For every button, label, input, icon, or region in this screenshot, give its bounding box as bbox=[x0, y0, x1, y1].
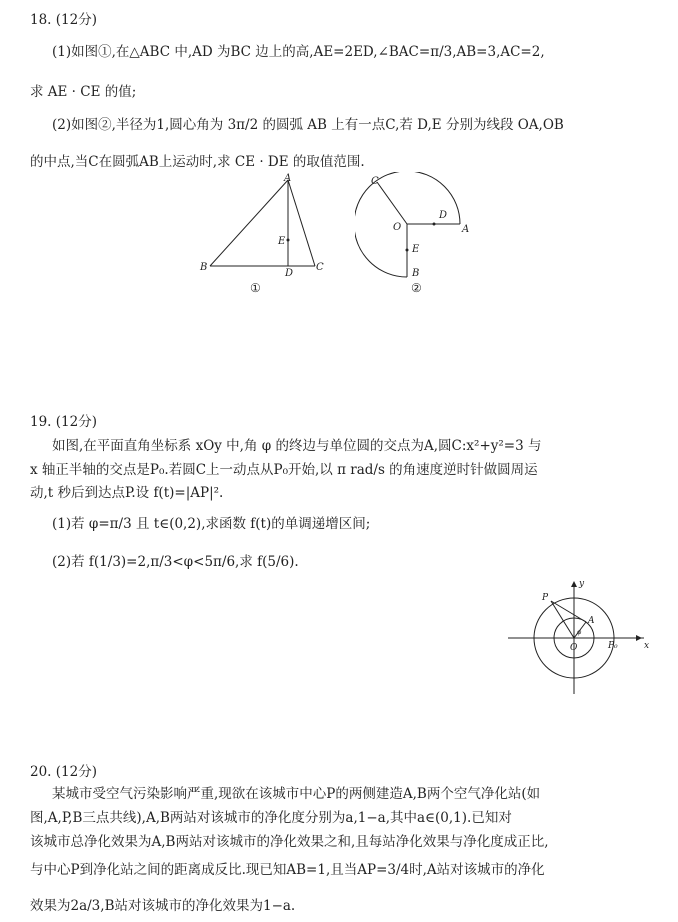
q18-figure-1 bbox=[190, 172, 340, 302]
figure-caption: ② bbox=[411, 281, 422, 295]
label-c: C bbox=[316, 262, 324, 273]
label-y: y bbox=[579, 579, 585, 589]
label-e: E bbox=[412, 244, 420, 255]
label-d: D bbox=[285, 268, 294, 279]
q19-header: 19. (12分) bbox=[30, 414, 97, 430]
q18-header: 18. (12分) bbox=[30, 12, 97, 28]
label-a: A bbox=[284, 173, 292, 184]
label-c: C bbox=[371, 176, 379, 187]
q20-line3: 该城市总净化效果为A,B两站对该城市的净化效果之和,且每站净化效果与净化度成正比, bbox=[30, 834, 549, 850]
segment-oc bbox=[377, 182, 407, 224]
label-b: B bbox=[200, 262, 208, 273]
label-a: A bbox=[588, 616, 595, 626]
label-b: B bbox=[412, 268, 420, 279]
q20-line4: 与中心P到净化站之间的距离成反比.现已知AB=1,且当AP=3/4时,A站对该城市的净化 bbox=[30, 862, 545, 878]
figure-caption: ① bbox=[250, 281, 261, 295]
label-d: D bbox=[439, 210, 448, 221]
q19-line1: 如图,在平面直角坐标系 xOy 中,角 φ 的终边与单位圆的交点为A,圆C:x²+y²=3 与 bbox=[52, 438, 542, 454]
q19-line2: x 轴正半轴的交点是P₀.若圆C上一动点从P₀开始,以 π rad/s 的角速度逆时针做圆周运 bbox=[30, 462, 538, 478]
label-x: x bbox=[644, 641, 650, 651]
q19-line3: 动,t 秒后到达点P.设 f(t)=|AP|². bbox=[30, 485, 224, 501]
side-ab bbox=[210, 180, 288, 266]
side-ac bbox=[288, 180, 315, 266]
label-p: P bbox=[542, 593, 549, 603]
q18-part2-line1: (2)如图②,半径为1,圆心角为 3π/2 的圆弧 AB 上有一点C,若 D,E 分别为线段 OA,OB bbox=[52, 117, 564, 133]
label-e: E bbox=[278, 236, 286, 247]
label-phi: φ bbox=[577, 629, 582, 636]
label-o: O bbox=[393, 222, 402, 233]
q20-line5: 效果为2a/3,B站对该城市的净化效果为1−a. bbox=[30, 898, 296, 914]
q19-part1: (1)若 φ=π/3 且 t∈(0,2),求函数 f(t)的单调递增区间; bbox=[52, 516, 371, 532]
label-o: O bbox=[570, 643, 578, 653]
q19-figure bbox=[502, 578, 652, 698]
q18-part2-line2: 的中点,当C在圆弧AB上运动时,求 CE · DE 的取值范围. bbox=[30, 154, 365, 170]
label-a: A bbox=[462, 224, 470, 235]
q20-line2: 图,A,P,B三点共线),A,B两站对该城市的净化度分别为a,1−a,其中a∈(0,1).已知对 bbox=[30, 810, 512, 826]
q19-part2: (2)若 f(1/3)=2,π/3<φ<5π/6,求 f(5/6). bbox=[52, 554, 299, 570]
q18-figure-2 bbox=[355, 172, 485, 302]
q18-part1-line2: 求 AE · CE 的值; bbox=[30, 84, 137, 100]
q18-part1-line1: (1)如图①,在△ABC 中,AD 为BC 边上的高,AE=2ED,∠BAC=π/3,AB=3,AC=2, bbox=[52, 44, 545, 60]
q20-line1: 某城市受空气污染影响严重,现欲在该城市中心P的两侧建造A,B两个空气净化站(如 bbox=[52, 786, 541, 802]
q20-header: 20. (12分) bbox=[30, 764, 97, 780]
label-p0: P₀ bbox=[608, 641, 618, 651]
